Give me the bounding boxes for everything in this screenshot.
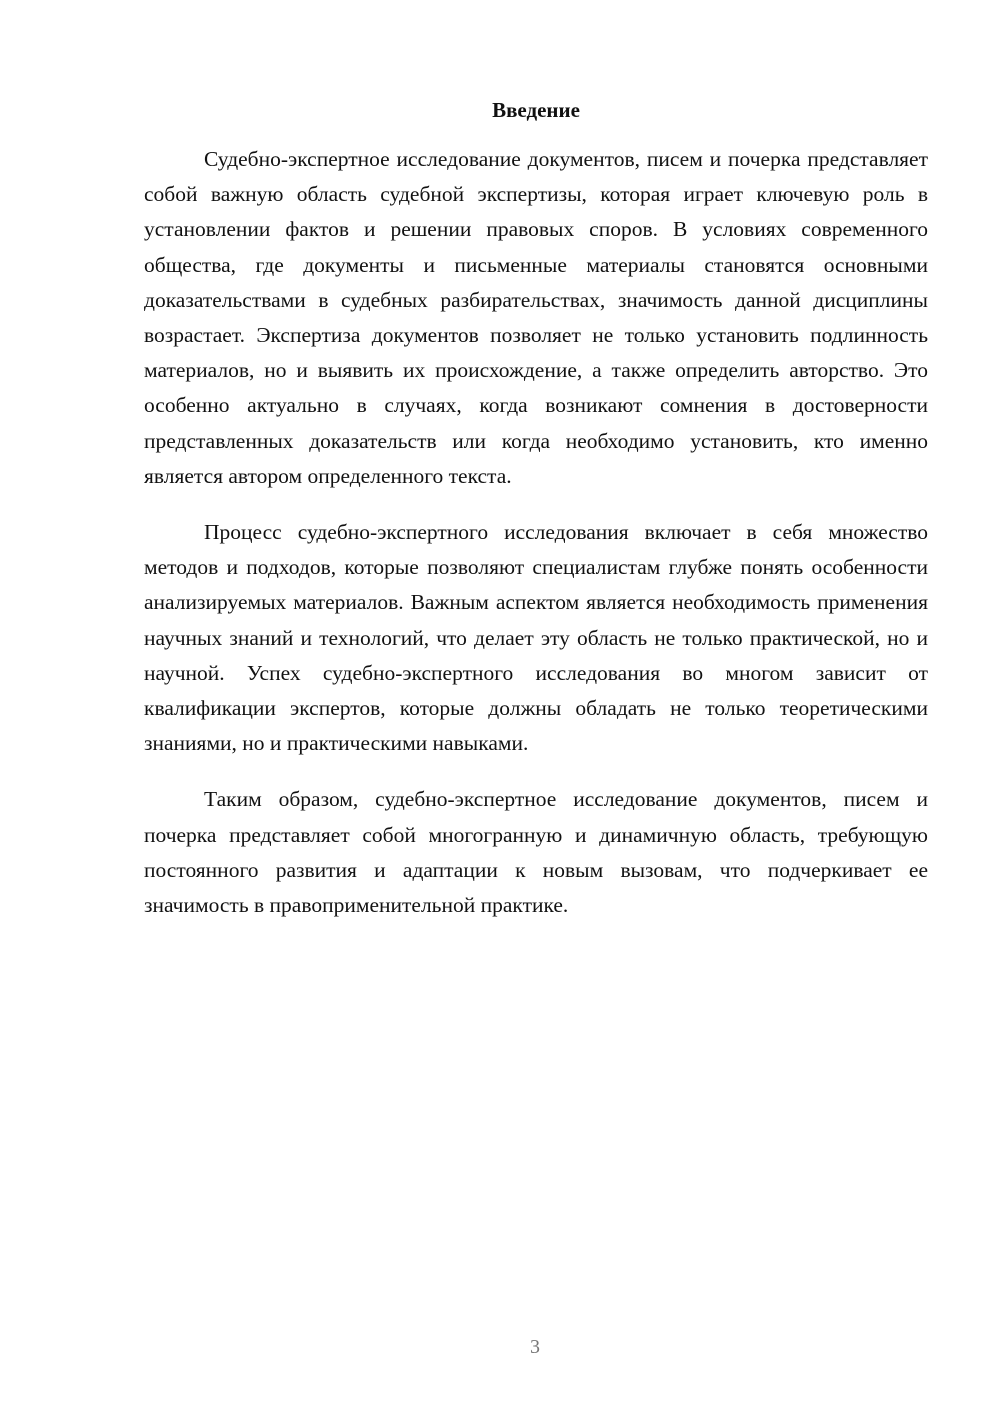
paragraph-3: Таким образом, судебно-экспертное исследование документов, писем и почерка представляет собой многогранную и динамичную область, требующую постоянного развития и адаптации к новым вызовам, что подчеркивает ее значимость в правоприменительной практике. <box>144 787 928 918</box>
page-content <box>144 96 928 944</box>
paragraph-2: Процесс судебно-экспертного исследования включает в себя множество методов и подходов, которые позволяют специалистам глубже понять особенности анализируемых материалов. Важным аспектом является необходимость применения научных знаний и технологий, что делает эту область не только практической, но и научной. Успех судебно-экспертного исследования во многом зависит от квалификации экспертов, которые должны обладать не только теоретическими знаниями, но и практическими навыками. <box>144 520 928 756</box>
paragraph-1: Судебно-экспертное исследование документов, писем и почерка представляет собой важную область судебной экспертизы, которая играет ключевую роль в установлении фактов и решении правовых споров. В условиях современного общества, где документы и письменные материалы становятся основными доказательствами в судебных разбирательствах, значимость данной дисциплины возрастает. Экспертиза документов позволяет не только установить подлинность материалов, но и выявить их происхождение, а также определить авторство. Это особенно актуально в случаях, когда возникают сомнения в достоверности представленных доказательств или когда необходимо установить, кто именно является автором определенного текста. <box>144 147 928 488</box>
page-number: 3 <box>530 1336 540 1358</box>
section-heading: Введение <box>492 98 580 122</box>
